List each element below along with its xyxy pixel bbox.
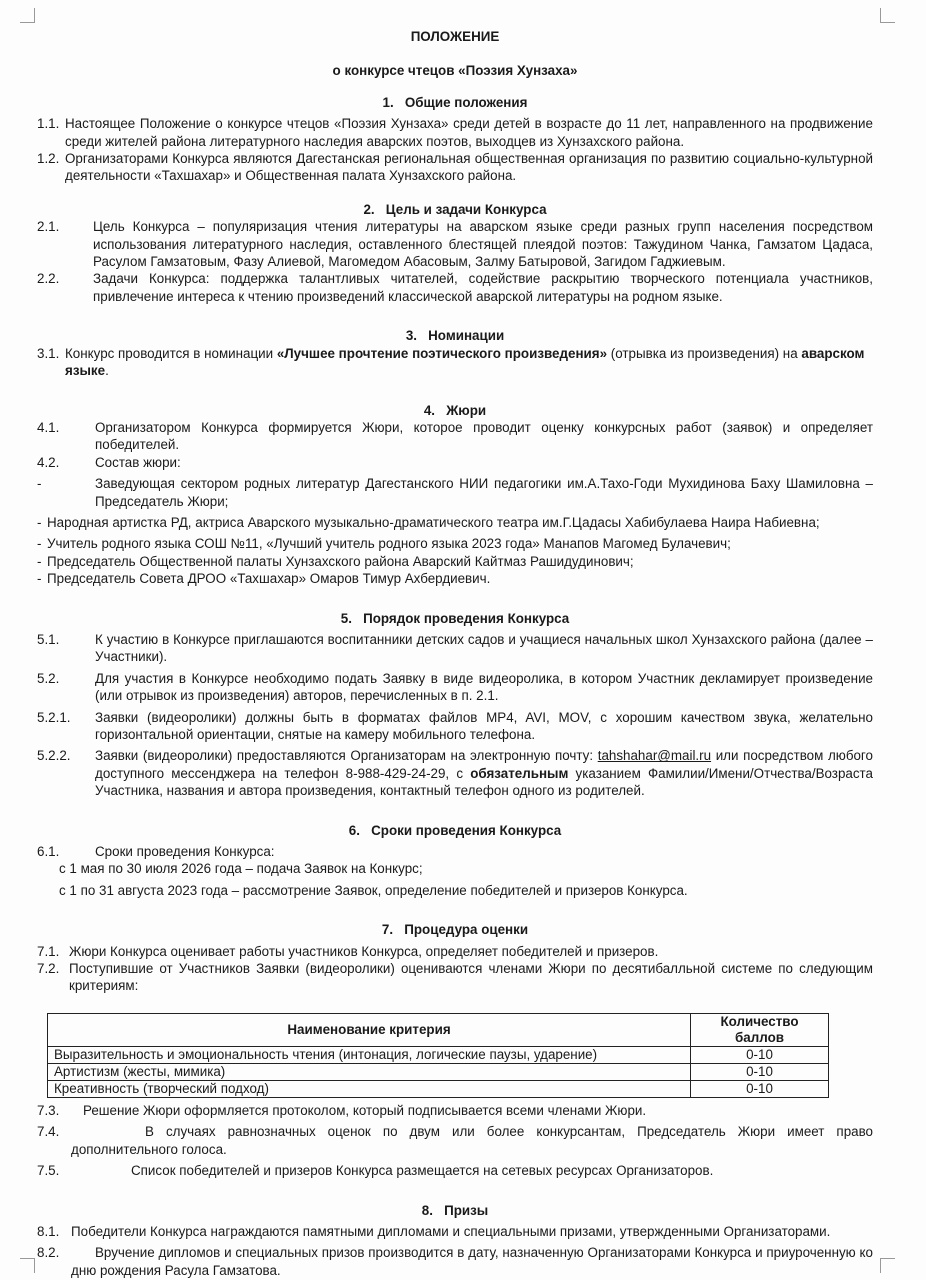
para-text: В случаях равнозначных оценок по двум или более конкурсантам, Председатель Жюри имеет право дополнительного голоса. xyxy=(71,1124,873,1157)
criterion-name: Выразительность и эмоциональность чтения (интонация, логические паузы, ударение) xyxy=(48,1046,691,1063)
para-number: 7.1. xyxy=(37,943,60,959)
email-link[interactable]: tahshahar@mail.ru xyxy=(597,748,712,764)
para-text: Настоящее Положение о конкурсе чтецов «Поэзия Хунзаха» среди детей в возрасте до 11 лет, направленного на продвижение среди жителей района литературного наследия аварских поэтов, выходцев из Хунзахского района. xyxy=(65,116,873,149)
para-text xyxy=(95,747,873,799)
para-number: 4.2. xyxy=(37,454,60,470)
para-number: 8.1. xyxy=(37,1223,60,1239)
para-text: Жюри Конкурса оценивает работы участников Конкурса, определяет победителей и призеров. xyxy=(69,943,659,959)
jury-member-text: Учитель родного языка СОШ №11, «Лучший учитель родного языка 2023 года» Манапов Магомед Булачевич; xyxy=(47,536,731,552)
crop-mark-top-left xyxy=(20,8,35,23)
criterion-name: Артистизм (жесты, мимика) xyxy=(48,1063,691,1080)
criterion-score: 0-10 xyxy=(691,1046,829,1063)
para-number: 5.2.2. xyxy=(37,748,71,764)
para-number: 4.1. xyxy=(37,419,60,435)
para-number: 5.2. xyxy=(37,670,60,686)
list-dash: - xyxy=(37,571,42,587)
para-number: 1.1. xyxy=(37,116,60,132)
para-text-part: Заявки (видеоролики) предоставляются Организаторам на электронную почту: xyxy=(95,748,594,764)
para-text-part: указанием Фамилии/Имени/Отчества/Возраста Участника, названия и автора произведения, контактный телефон одного из родителей. xyxy=(95,765,873,799)
jury-member-text: Председатель Общественной палаты Хунзахского района Аварский Кайтмаз Рашидудинович; xyxy=(47,553,634,569)
jury-member-3 xyxy=(37,535,873,552)
para-text: Вручение дипломов и специальных призов производится в дату, назначенную Организаторами Конкурса и приуроченную ко дню рождения Расула Гамзатова. xyxy=(71,1245,873,1278)
table-row xyxy=(48,1063,829,1080)
para-5-2-2 xyxy=(37,747,873,799)
jury-member-1 xyxy=(37,475,873,510)
jury-member-4 xyxy=(37,553,873,570)
para-text-part: (отрывка из произведения) на xyxy=(610,345,798,361)
para-text: Организатором Конкурса формируется Жюри, которое проводит оценку конкурсных работ (заявок) и определяет победителей. xyxy=(95,419,873,453)
para-text: Цель Конкурса – популяризация чтения литературы на аварском языке среди разных групп населения посредством использования литературного наследия, оставленного блестящей плеядой поэтов: Тажудином Чанка, Гамзатом Цадаса, Расулом Гамзатовым, Фазу Алиевой, Магомедом Абасовым, Залму Батыровой, Загидом Гаджиевым. xyxy=(93,219,873,270)
para-text: Состав жюри: xyxy=(95,454,181,470)
period-line-1: с 1 мая по 30 июля 2026 года – подача Заявок на Конкурс; xyxy=(59,861,423,877)
para-number: 2.1. xyxy=(37,219,60,235)
crop-mark-top-right xyxy=(880,8,895,23)
section-5-heading: 5. Порядок проведения Конкурса xyxy=(340,610,570,626)
para-7-5 xyxy=(37,1162,873,1179)
para-number: 5.2.1. xyxy=(37,709,71,725)
emphasis-text: обязательным xyxy=(470,765,569,781)
para-text: Задачи Конкурса: поддержка талантливых читателей, содействие раскрытию творческого потенциала участников, привлечение интереса к чтению произведений классической аварской литературы на родном языке. xyxy=(93,271,873,304)
para-7-1 xyxy=(37,943,873,960)
criterion-score: 0-10 xyxy=(691,1063,829,1080)
jury-member-2 xyxy=(37,514,873,531)
para-4-1 xyxy=(37,419,873,454)
para-6-1 xyxy=(37,843,873,860)
para-4-2 xyxy=(37,454,873,471)
period-line-2: с 1 по 31 августа 2023 года – рассмотрение Заявок, определение победителей и призеров Конкурса. xyxy=(59,882,688,898)
para-number: 5.1. xyxy=(37,631,60,647)
jury-member-5 xyxy=(37,570,873,587)
para-text: Поступившие от Участников Заявки (видеоролики) оцениваются членами Жюри по десятибалльной системе по следующим критериям: xyxy=(69,961,873,994)
para-text: Сроки проведения Конкурса: xyxy=(95,844,275,860)
para-7-2 xyxy=(37,960,873,995)
para-number: 3.1. xyxy=(37,345,60,361)
para-3-1 xyxy=(37,345,873,380)
document-title: ПОЛОЖЕНИЕ xyxy=(410,29,500,44)
para-text: Для участия в Конкурсе необходимо подать Заявку в виде видеоролика, в котором Участник декламирует произведение (или отрывок из произведения) авторов, перечисленных в п. 2.1. xyxy=(95,670,873,704)
table-header-score: Количество баллов xyxy=(691,1013,829,1046)
table-row xyxy=(48,1080,829,1097)
section-2-heading: 2. Цель и задачи Конкурса xyxy=(363,201,547,217)
para-text: К участию в Конкурсе приглашаются воспитанники детских садов и учащиеся начальных школ Хунзахского района (далее – Участники). xyxy=(95,631,873,665)
para-text xyxy=(65,345,873,380)
document-subtitle: о конкурсе чтецов «Поэзия Хунзаха» xyxy=(332,63,578,79)
para-number: 7.3. xyxy=(37,1102,60,1118)
document-page xyxy=(37,28,873,1279)
para-text: Победители Конкурса награждаются памятными дипломами и специальными призами, утвержденными Организаторами. xyxy=(71,1223,831,1239)
para-text: Организаторами Конкурса являются Дагестанская региональная общественная организация по развитию социально-культурной деятельности «Тахшахар» и Общественная палата Хунзахского района. xyxy=(65,151,873,184)
para-5-2 xyxy=(37,670,873,705)
nomination-name: «Лучшее прочтение поэтического произведения» xyxy=(276,345,608,361)
para-text-part: Конкурс проводится в номинации xyxy=(65,345,274,361)
para-7-3 xyxy=(37,1102,873,1119)
list-dash: - xyxy=(37,476,42,492)
para-number: 8.2. xyxy=(37,1245,60,1261)
section-7-heading: 7. Процедура оценки xyxy=(381,922,529,938)
para-2-1 xyxy=(37,218,873,270)
para-2-2 xyxy=(37,270,873,305)
section-6-heading: 6. Сроки проведения Конкурса xyxy=(348,822,562,838)
para-number: 1.2. xyxy=(37,151,60,167)
table-header-criterion: Наименование критерия xyxy=(48,1013,691,1046)
para-text: Заявки (видеоролики) должны быть в форматах файлов MP4, AVI, MOV, с хорошим качеством звука, желательно горизонтальной ориентации, снятые на камеру мобильного телефона. xyxy=(95,709,873,742)
crop-mark-bottom-left xyxy=(20,1258,35,1273)
para-text: Решение Жюри оформляется протоколом, который подписывается всеми членами Жюри. xyxy=(83,1102,647,1118)
para-text-wrap xyxy=(71,1244,873,1279)
para-number: 7.5. xyxy=(37,1163,60,1179)
criterion-name: Креативность (творческий подход) xyxy=(48,1080,691,1097)
para-text-wrap xyxy=(71,1123,873,1158)
para-text: Список победителей и призеров Конкурса размещается на сетевых ресурсах Организаторов. xyxy=(131,1163,714,1179)
list-dash: - xyxy=(37,553,42,569)
para-number: 6.1. xyxy=(37,844,60,860)
language-name: аварском языке xyxy=(65,345,865,379)
para-number: 2.2. xyxy=(37,271,60,287)
list-dash: - xyxy=(37,536,42,552)
para-1-2 xyxy=(37,150,873,185)
para-7-4 xyxy=(37,1123,873,1158)
section-4-heading: 4. Жюри xyxy=(423,402,487,418)
criterion-score: 0-10 xyxy=(691,1080,829,1097)
para-number: 7.4. xyxy=(37,1124,60,1140)
jury-member-text: Председатель Совета ДРОО «Тахшахар» Омаров Тимур Ахбердиевич. xyxy=(47,571,491,587)
section-1-heading: 1. Общие положения xyxy=(382,94,528,110)
section-3-heading: 3. Номинации xyxy=(405,328,505,344)
jury-member-text: Заведующая сектором родных литератур Дагестанского НИИ педагогики им.А.Тахо-Годи Мухидинова Баху Шамиловна – Председатель Жюри; xyxy=(95,476,873,509)
para-1-1 xyxy=(37,115,873,150)
table-row xyxy=(48,1046,829,1063)
para-8-2 xyxy=(37,1244,873,1279)
jury-member-text: Народная артистка РД, актриса Аварского музыкально-драматического театра им.Г.Цадасы Хабибулаева Наира Набиевна; xyxy=(47,514,820,530)
para-text-part: или посредством любого доступного мессенджера на телефон 8-988-429-24-29, с xyxy=(95,748,873,781)
section-8-heading: 8. Призы xyxy=(421,1202,489,1218)
para-5-1 xyxy=(37,631,873,666)
table-header-row xyxy=(48,1013,829,1046)
criteria-table xyxy=(47,1013,829,1098)
crop-mark-bottom-right xyxy=(880,1258,895,1273)
para-text-part: . xyxy=(105,363,109,379)
para-8-1 xyxy=(37,1223,873,1240)
para-5-2-1 xyxy=(37,709,873,744)
list-dash: - xyxy=(37,514,42,530)
para-number: 7.2. xyxy=(37,961,60,977)
